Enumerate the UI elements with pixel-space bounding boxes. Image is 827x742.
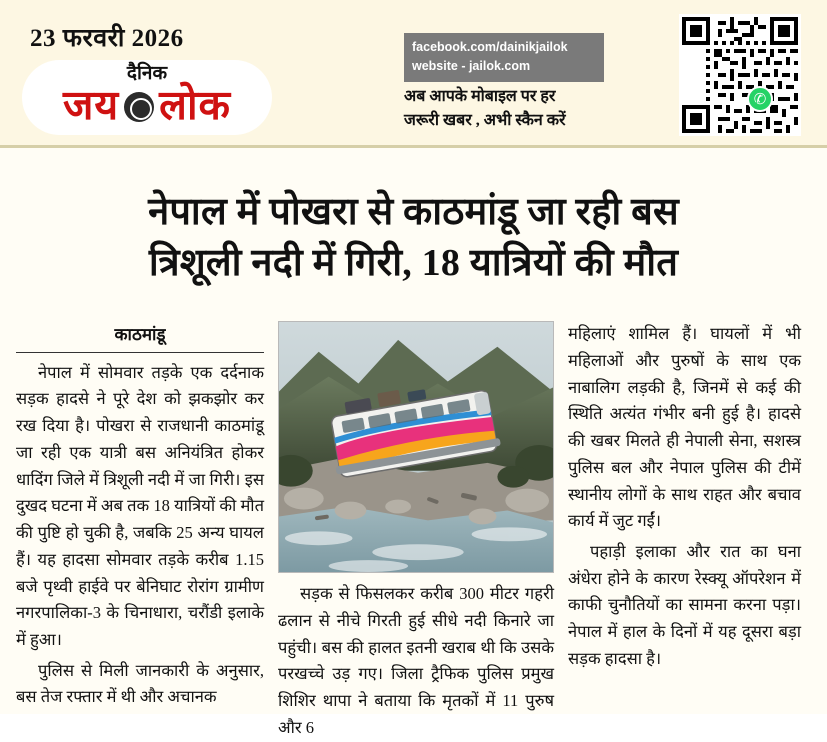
whatsapp-icon: ✆: [747, 86, 773, 112]
qr-code-icon[interactable]: [679, 14, 801, 136]
headline: [0, 173, 827, 293]
column-right: [568, 321, 801, 713]
headline-line-2: त्रिशूली नदी में गिरी, 18 यात्रियों की मौत: [148, 241, 679, 284]
logo-kicker: दैनिक: [126, 63, 168, 84]
dateline: काठमांडू: [114, 325, 166, 345]
scan-prompt-line1: अब आपके मोबाइल पर हर: [404, 88, 556, 105]
paragraph: पहाड़ी इलाका और रात का घना अंधेरा होने के कारण रेस्क्यू ऑपरेशन में काफी चुनौतियों का सामना करना पड़ा। नेपाल में हाल के दिनों में यह दूसरा बड़ा सड़क हादसा है।: [568, 541, 801, 668]
paragraph: नेपाल में सोमवार तड़के एक दर्दनाक सड़क हादसे ने पूरे देश को झकझोर कर रख दिया है। पोखरा से राजधानी काठमांडू जा रही एक यात्री बस अनियंत्रित होकर धादिंग जिले में त्रिशूली नदी में जा गिरी। इस दुखद घटना में अब तक 18 यात्रियों की मौत की पुष्टि हो चुकी है, जबकि 25 अन्य घायल हैं। यह हादसा सोमवार तड़के करीब 1.15 बजे पृथ्वी हाईवे पर बेनिघाट रोरांग ग्रामीण नगरपालिका-3 के चिनाधारा, चरौंडी इलाके में हुआ।: [16, 362, 264, 649]
article-body: [0, 319, 827, 737]
dateline-rule: [16, 352, 264, 353]
website-link[interactable]: website - jailok.com: [412, 59, 531, 74]
logo-title: [22, 81, 272, 128]
logo-word-right: लोक: [159, 81, 232, 128]
newspaper-logo: [22, 60, 272, 135]
column-middle: [278, 321, 554, 737]
social-links-box: [404, 33, 604, 82]
facebook-link[interactable]: facebook.com/dainikjailok: [412, 40, 568, 54]
logo-emblem-icon: [124, 92, 154, 122]
headline-line-1: नेपाल में पोखरा से काठमांडू जा रही बस: [148, 191, 679, 234]
logo-word-left: जय: [62, 81, 120, 128]
news-photo: [278, 321, 554, 573]
column-left: [16, 321, 264, 713]
paragraph: पुलिस से मिली जानकारी के अनुसार, बस तेज रफ्तार में थी और अचानक: [16, 660, 264, 707]
paragraph: सड़क से फिसलकर करीब 300 मीटर गहरी ढलान से नीचे गिरती हुई सीधे नदी किनारे जा पहुंची। बस की हालत इतनी खराब थी कि उसके परखच्चे उड़ गए। जिला ट्रैफिक पुलिस प्रमुख शिशिर थापा ने बताया कि मृतकों में 11 पुरुष और 6: [278, 584, 554, 737]
masthead: [0, 0, 827, 148]
scan-prompt-line2: जरूरी खबर , अभी स्कैन करें: [404, 112, 566, 129]
scan-prompt: [404, 85, 629, 133]
paragraph: महिलाएं शामिल हैं। घायलों में भी महिलाओं और पुरुषों के साथ एक नाबालिग लड़की है, जिनमें से कई की स्थिति अत्यंत गंभीर बनी हुई है। हादसे की खबर मिलते ही नेपाली सेना, सशस्त्र पुलिस बल और नेपाल पुलिस की टीमें स्थानीय लोगों के साथ राहत और बचाव कार्य में जुट गईं।: [568, 324, 801, 531]
publication-date: 23 फरवरी 2026: [30, 25, 184, 52]
